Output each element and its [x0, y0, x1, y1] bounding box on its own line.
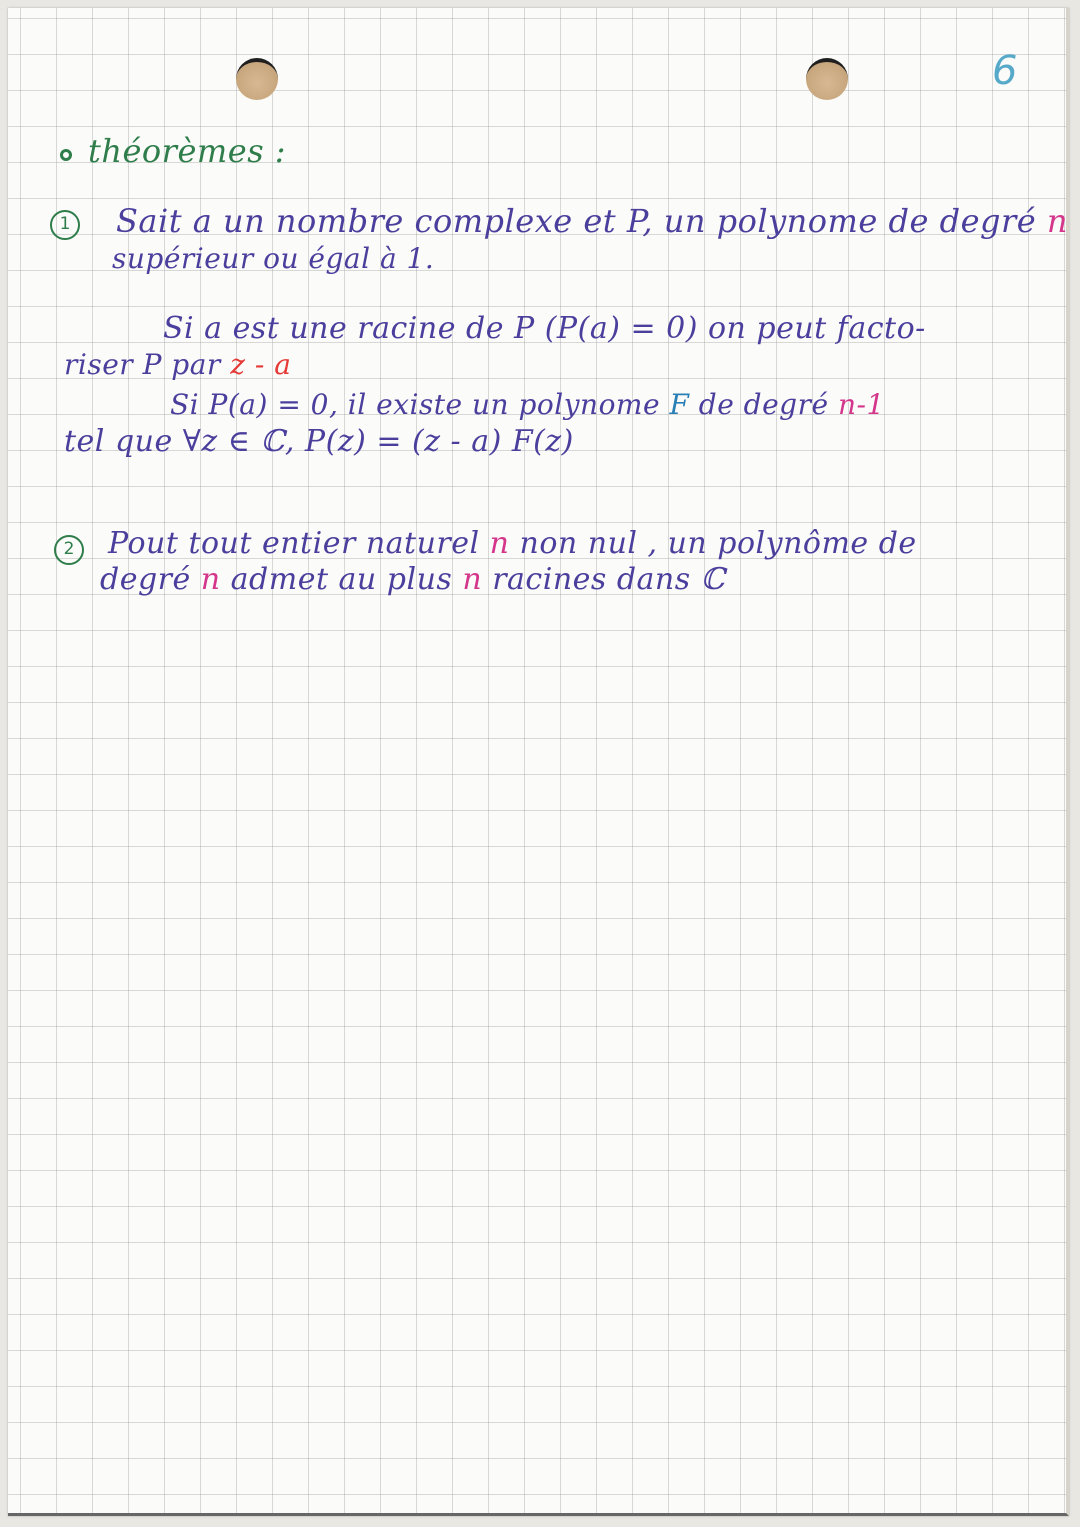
theorem-2-line-2-post: racines dans ℂ: [482, 562, 726, 597]
theorem-1-line-5: [170, 388, 885, 421]
theorem-1-line-6-text: tel que: [64, 424, 183, 459]
theorem-1-line-4-text: riser P par: [64, 348, 231, 381]
theorem-1-polynomial-F: F: [669, 388, 690, 421]
theorem-2-degree-n: n: [200, 562, 221, 597]
page-number: 6: [992, 48, 1018, 94]
section-heading: théorèmes :: [88, 132, 287, 170]
theorem-2-n: n: [489, 526, 510, 561]
theorem-1-line-1: [116, 202, 1068, 240]
binder-hole-left: [236, 58, 278, 100]
notebook-page: [8, 8, 1069, 1516]
theorem-2-number: 2: [54, 535, 84, 565]
theorem-1-line-3: Si a est une racine de P (P(a) = 0) on peut facto-: [163, 311, 926, 346]
theorem-2-line-2-pre: degré: [100, 562, 201, 597]
theorem-1-factor: z - a: [230, 348, 292, 381]
theorem-2-line-2-mid: admet au plus: [220, 562, 463, 597]
theorem-2-line-1-pre: Pout tout entier naturel: [108, 526, 490, 561]
binder-hole-right: [806, 58, 848, 100]
theorem-1-degree-n: n: [1046, 202, 1069, 240]
theorem-1-degree-n-minus-1: n-1: [837, 388, 885, 421]
theorem-1-line-4: [64, 348, 291, 381]
theorem-1-number: 1: [50, 210, 80, 240]
theorem-1-line-6: [64, 424, 574, 459]
theorem-1-formula: ∀z ∈ ℂ, P(z) = (z - a) F(z): [182, 424, 574, 459]
theorem-1-line-1-text: Sait a un nombre complexe et P, un polynome de degré: [116, 202, 1047, 240]
theorem-1-line-5-text: Si P(a) = 0, il existe un polynome: [170, 388, 670, 421]
theorem-1-line-5-mid: de degré: [689, 388, 838, 421]
bullet-icon: [60, 149, 72, 161]
theorem-2-roots-n: n: [462, 562, 483, 597]
theorem-1-line-2: supérieur ou égal à 1.: [112, 242, 435, 275]
theorem-2-line-1: [108, 526, 917, 561]
theorem-2-line-1-post: non nul , un polynôme de: [509, 526, 917, 561]
theorem-2-line-2: [100, 562, 725, 597]
